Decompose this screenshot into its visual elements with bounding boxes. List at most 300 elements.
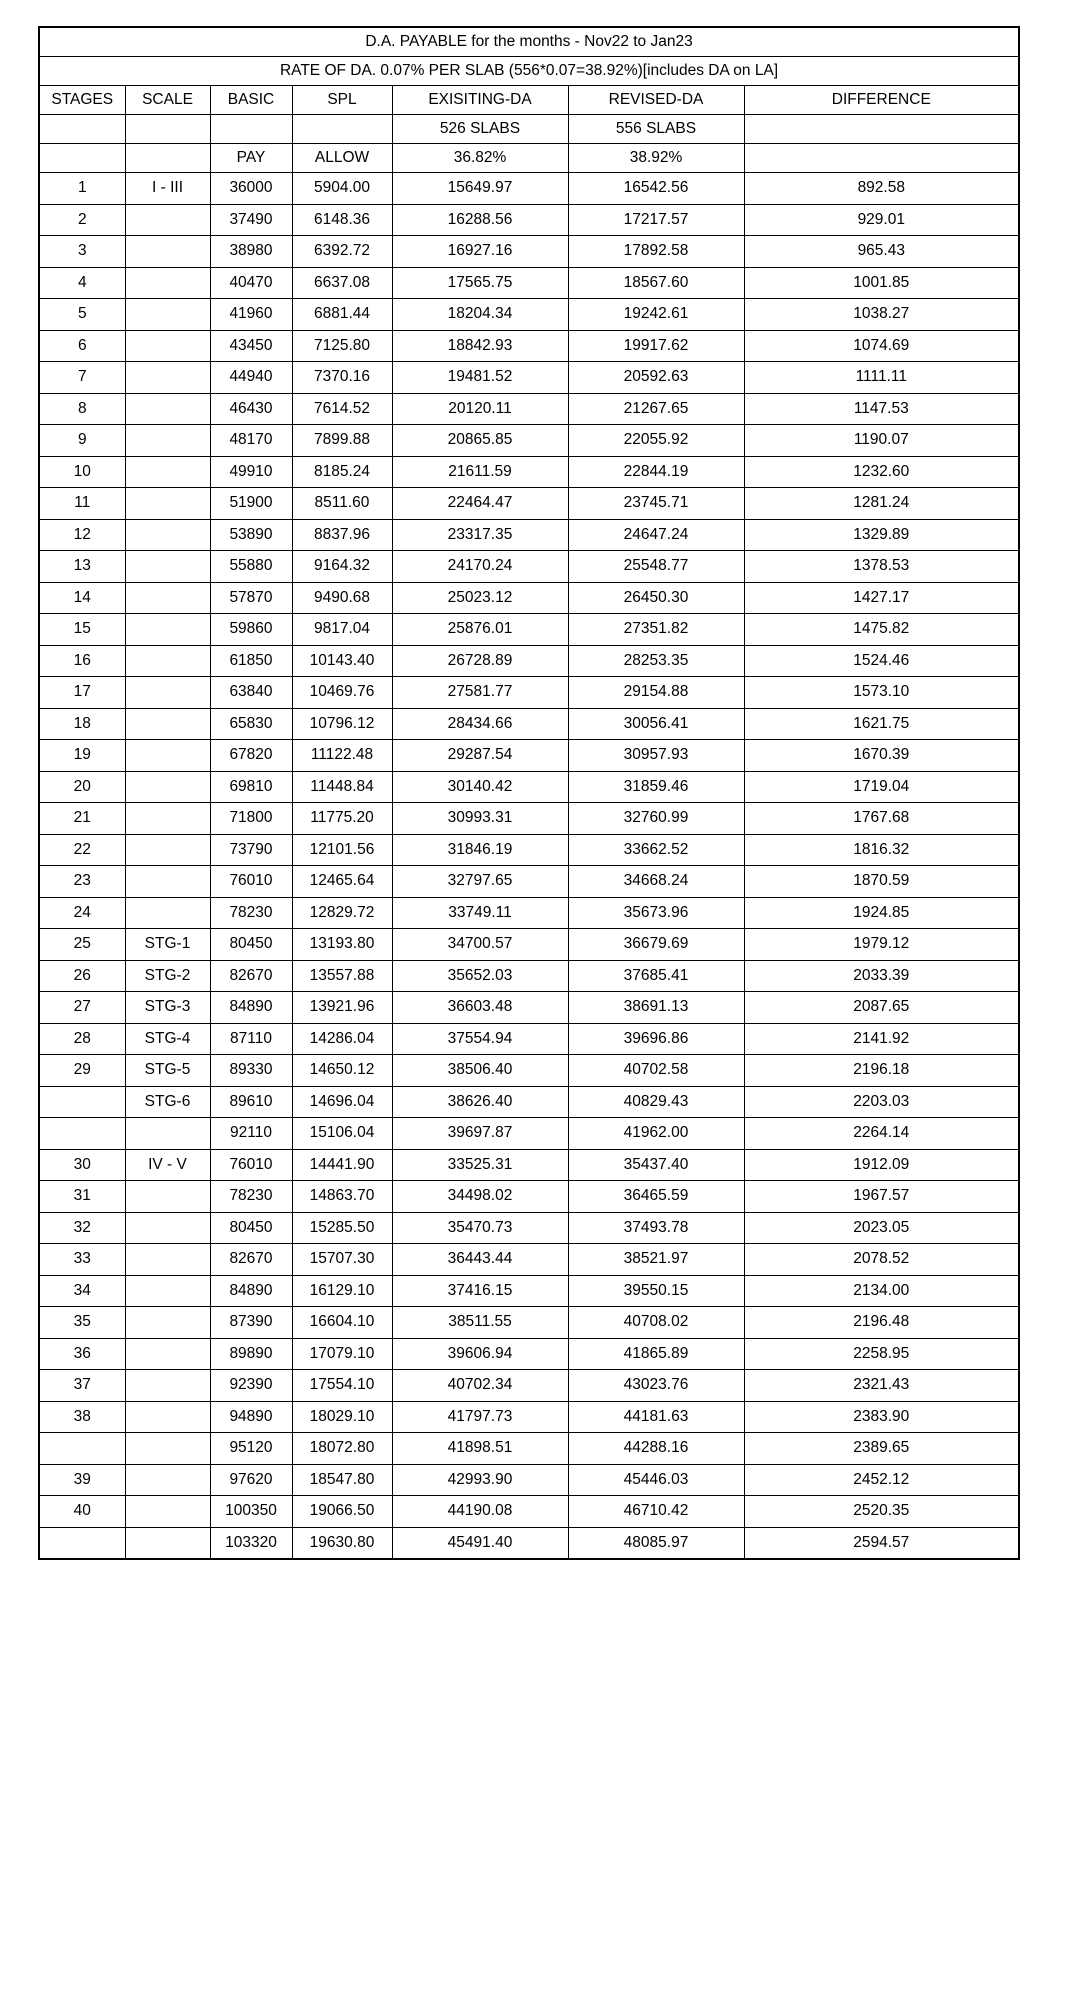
cell-revised-da: 16542.56 [568, 173, 744, 205]
title-row [39, 27, 1019, 57]
cell-difference: 892.58 [744, 173, 1019, 205]
column-header-row [39, 86, 1019, 115]
cell-scale [125, 1118, 210, 1150]
cell-existing-da: 36603.48 [392, 992, 568, 1024]
cell-difference: 1979.12 [744, 929, 1019, 961]
cell-stage: 34 [39, 1275, 125, 1307]
cell-difference: 1475.82 [744, 614, 1019, 646]
cell-allow: 9164.32 [292, 551, 392, 583]
cell-existing-da: 20865.85 [392, 425, 568, 457]
cell-stage: 21 [39, 803, 125, 835]
cell-allow: 16129.10 [292, 1275, 392, 1307]
subheader2-difference-blank [744, 144, 1019, 173]
cell-difference: 1001.85 [744, 267, 1019, 299]
cell-revised-da: 30056.41 [568, 708, 744, 740]
cell-pay: 78230 [210, 897, 292, 929]
cell-difference: 1427.17 [744, 582, 1019, 614]
cell-existing-da: 45491.40 [392, 1527, 568, 1559]
table-row[interactable] [39, 1086, 1019, 1118]
cell-difference: 2452.12 [744, 1464, 1019, 1496]
table-row[interactable] [39, 456, 1019, 488]
table-row[interactable] [39, 1401, 1019, 1433]
cell-allow: 10796.12 [292, 708, 392, 740]
cell-allow: 6637.08 [292, 267, 392, 299]
cell-difference: 1147.53 [744, 393, 1019, 425]
table-row[interactable] [39, 519, 1019, 551]
cell-stage: 15 [39, 614, 125, 646]
cell-existing-da: 34700.57 [392, 929, 568, 961]
cell-stage: 27 [39, 992, 125, 1024]
cell-existing-da: 34498.02 [392, 1181, 568, 1213]
cell-pay: 61850 [210, 645, 292, 677]
table-row[interactable] [39, 1433, 1019, 1465]
cell-scale [125, 582, 210, 614]
cell-pay: 92110 [210, 1118, 292, 1150]
cell-revised-da: 24647.24 [568, 519, 744, 551]
cell-pay: 40470 [210, 267, 292, 299]
table-row[interactable] [39, 1338, 1019, 1370]
table-row[interactable] [39, 1023, 1019, 1055]
cell-pay: 103320 [210, 1527, 292, 1559]
cell-stage: 16 [39, 645, 125, 677]
cell-difference: 1329.89 [744, 519, 1019, 551]
cell-stage: 5 [39, 299, 125, 331]
table-row[interactable] [39, 614, 1019, 646]
cell-existing-da: 24170.24 [392, 551, 568, 583]
cell-revised-da: 27351.82 [568, 614, 744, 646]
cell-pay: 94890 [210, 1401, 292, 1433]
cell-existing-da: 42993.90 [392, 1464, 568, 1496]
cell-revised-da: 41962.00 [568, 1118, 744, 1150]
table-row[interactable] [39, 834, 1019, 866]
cell-allow: 15707.30 [292, 1244, 392, 1276]
cell-allow: 18547.80 [292, 1464, 392, 1496]
cell-pay: 41960 [210, 299, 292, 331]
cell-allow: 5904.00 [292, 173, 392, 205]
table-row[interactable] [39, 1118, 1019, 1150]
cell-existing-da: 28434.66 [392, 708, 568, 740]
cell-difference: 1281.24 [744, 488, 1019, 520]
cell-revised-da: 17217.57 [568, 204, 744, 236]
cell-existing-da: 40702.34 [392, 1370, 568, 1402]
cell-stage: 39 [39, 1464, 125, 1496]
cell-revised-da: 19242.61 [568, 299, 744, 331]
cell-pay: 100350 [210, 1496, 292, 1528]
subheader2-revised-percent: 38.92% [568, 144, 744, 173]
cell-scale [125, 1181, 210, 1213]
cell-existing-da: 25023.12 [392, 582, 568, 614]
subheader-spl-blank [292, 115, 392, 144]
cell-difference: 1232.60 [744, 456, 1019, 488]
table-body [39, 173, 1019, 1560]
cell-scale: STG-2 [125, 960, 210, 992]
cell-scale [125, 362, 210, 394]
table-row[interactable] [39, 708, 1019, 740]
cell-difference: 1967.57 [744, 1181, 1019, 1213]
cell-scale [125, 330, 210, 362]
cell-existing-da: 39606.94 [392, 1338, 568, 1370]
table-row[interactable] [39, 960, 1019, 992]
cell-revised-da: 38521.97 [568, 1244, 744, 1276]
cell-scale: STG-6 [125, 1086, 210, 1118]
table-row[interactable] [39, 425, 1019, 457]
rate-subtitle: RATE OF DA. 0.07% PER SLAB (556*0.07=38.92%)[includes DA on LA] [39, 57, 1019, 86]
cell-existing-da: 15649.97 [392, 173, 568, 205]
subheader-scale-blank [125, 115, 210, 144]
table-row[interactable] [39, 173, 1019, 205]
cell-scale [125, 1527, 210, 1559]
cell-allow: 12101.56 [292, 834, 392, 866]
cell-existing-da: 36443.44 [392, 1244, 568, 1276]
cell-difference: 965.43 [744, 236, 1019, 268]
cell-scale [125, 456, 210, 488]
cell-stage: 20 [39, 771, 125, 803]
cell-scale [125, 803, 210, 835]
cell-difference: 1719.04 [744, 771, 1019, 803]
cell-allow: 13557.88 [292, 960, 392, 992]
cell-revised-da: 41865.89 [568, 1338, 744, 1370]
cell-scale [125, 1338, 210, 1370]
cell-revised-da: 36679.69 [568, 929, 744, 961]
cell-existing-da: 16288.56 [392, 204, 568, 236]
cell-pay: 59860 [210, 614, 292, 646]
cell-scale [125, 1244, 210, 1276]
cell-stage: 6 [39, 330, 125, 362]
cell-pay: 97620 [210, 1464, 292, 1496]
subheader2-stages-blank [39, 144, 125, 173]
cell-revised-da: 20592.63 [568, 362, 744, 394]
cell-pay: 80450 [210, 1212, 292, 1244]
cell-revised-da: 45446.03 [568, 1464, 744, 1496]
cell-difference: 1524.46 [744, 645, 1019, 677]
cell-stage [39, 1118, 125, 1150]
table-row[interactable] [39, 362, 1019, 394]
subheader-difference-blank [744, 115, 1019, 144]
table-row[interactable] [39, 1244, 1019, 1276]
cell-scale [125, 488, 210, 520]
cell-allow: 17554.10 [292, 1370, 392, 1402]
cell-revised-da: 37685.41 [568, 960, 744, 992]
cell-revised-da: 38691.13 [568, 992, 744, 1024]
cell-stage: 38 [39, 1401, 125, 1433]
cell-existing-da: 25876.01 [392, 614, 568, 646]
cell-stage: 26 [39, 960, 125, 992]
cell-existing-da: 33525.31 [392, 1149, 568, 1181]
cell-stage: 25 [39, 929, 125, 961]
cell-allow: 6392.72 [292, 236, 392, 268]
table-row[interactable] [39, 267, 1019, 299]
cell-scale [125, 204, 210, 236]
cell-revised-da: 31859.46 [568, 771, 744, 803]
subtitle-row [39, 57, 1019, 86]
cell-pay: 78230 [210, 1181, 292, 1213]
cell-scale [125, 866, 210, 898]
table-row[interactable] [39, 1275, 1019, 1307]
table-row[interactable] [39, 1055, 1019, 1087]
cell-scale: I - III [125, 173, 210, 205]
table-row[interactable] [39, 1370, 1019, 1402]
cell-stage: 22 [39, 834, 125, 866]
table-row[interactable] [39, 992, 1019, 1024]
cell-pay: 76010 [210, 1149, 292, 1181]
cell-scale [125, 677, 210, 709]
cell-revised-da: 17892.58 [568, 236, 744, 268]
table-row[interactable] [39, 582, 1019, 614]
cell-pay: 89890 [210, 1338, 292, 1370]
table-row[interactable] [39, 897, 1019, 929]
table-row[interactable] [39, 677, 1019, 709]
header-spl: SPL [292, 86, 392, 115]
cell-scale [125, 708, 210, 740]
cell-difference: 1111.11 [744, 362, 1019, 394]
cell-allow: 19630.80 [292, 1527, 392, 1559]
cell-allow: 7614.52 [292, 393, 392, 425]
cell-stage: 11 [39, 488, 125, 520]
cell-existing-da: 18204.34 [392, 299, 568, 331]
subheader-existing-slabs: 526 SLABS [392, 115, 568, 144]
cell-scale [125, 1307, 210, 1339]
cell-difference: 1573.10 [744, 677, 1019, 709]
cell-pay: 71800 [210, 803, 292, 835]
table-row[interactable] [39, 771, 1019, 803]
cell-stage: 14 [39, 582, 125, 614]
table-row[interactable] [39, 645, 1019, 677]
cell-stage: 4 [39, 267, 125, 299]
subheader2-existing-percent: 36.82% [392, 144, 568, 173]
cell-pay: 43450 [210, 330, 292, 362]
cell-existing-da: 17565.75 [392, 267, 568, 299]
table-row[interactable] [39, 204, 1019, 236]
table-row[interactable] [39, 803, 1019, 835]
cell-existing-da: 22464.47 [392, 488, 568, 520]
cell-revised-da: 18567.60 [568, 267, 744, 299]
table-row[interactable] [39, 740, 1019, 772]
cell-stage: 17 [39, 677, 125, 709]
cell-pay: 65830 [210, 708, 292, 740]
cell-existing-da: 32797.65 [392, 866, 568, 898]
cell-allow: 14441.90 [292, 1149, 392, 1181]
cell-stage: 24 [39, 897, 125, 929]
cell-scale [125, 614, 210, 646]
cell-difference: 2389.65 [744, 1433, 1019, 1465]
subheader-stages-blank [39, 115, 125, 144]
cell-pay: 87390 [210, 1307, 292, 1339]
cell-difference: 1924.85 [744, 897, 1019, 929]
cell-stage: 30 [39, 1149, 125, 1181]
cell-allow: 13921.96 [292, 992, 392, 1024]
cell-revised-da: 39696.86 [568, 1023, 744, 1055]
cell-revised-da: 22055.92 [568, 425, 744, 457]
cell-difference: 1816.32 [744, 834, 1019, 866]
cell-pay: 76010 [210, 866, 292, 898]
table-row[interactable] [39, 1527, 1019, 1559]
cell-scale [125, 393, 210, 425]
cell-scale [125, 834, 210, 866]
cell-existing-da: 33749.11 [392, 897, 568, 929]
cell-pay: 51900 [210, 488, 292, 520]
cell-allow: 10469.76 [292, 677, 392, 709]
cell-revised-da: 44288.16 [568, 1433, 744, 1465]
cell-allow: 11122.48 [292, 740, 392, 772]
cell-pay: 89330 [210, 1055, 292, 1087]
cell-scale [125, 771, 210, 803]
cell-pay: 49910 [210, 456, 292, 488]
header-scale: SCALE [125, 86, 210, 115]
cell-stage [39, 1527, 125, 1559]
cell-stage: 33 [39, 1244, 125, 1276]
cell-stage: 29 [39, 1055, 125, 1087]
table-row[interactable] [39, 236, 1019, 268]
cell-allow: 17079.10 [292, 1338, 392, 1370]
table-row[interactable] [39, 866, 1019, 898]
cell-revised-da: 23745.71 [568, 488, 744, 520]
cell-stage: 37 [39, 1370, 125, 1402]
cell-allow: 9817.04 [292, 614, 392, 646]
cell-stage: 12 [39, 519, 125, 551]
cell-existing-da: 26728.89 [392, 645, 568, 677]
cell-revised-da: 39550.15 [568, 1275, 744, 1307]
cell-stage: 32 [39, 1212, 125, 1244]
cell-revised-da: 33662.52 [568, 834, 744, 866]
cell-existing-da: 18842.93 [392, 330, 568, 362]
cell-stage: 9 [39, 425, 125, 457]
cell-existing-da: 19481.52 [392, 362, 568, 394]
table-row[interactable] [39, 488, 1019, 520]
cell-difference: 1767.68 [744, 803, 1019, 835]
table-row[interactable] [39, 393, 1019, 425]
table-row[interactable] [39, 330, 1019, 362]
cell-allow: 12465.64 [292, 866, 392, 898]
cell-revised-da: 26450.30 [568, 582, 744, 614]
table-row[interactable] [39, 1464, 1019, 1496]
cell-difference: 2141.92 [744, 1023, 1019, 1055]
subheader-slabs-row [39, 115, 1019, 144]
cell-stage: 2 [39, 204, 125, 236]
cell-allow: 14286.04 [292, 1023, 392, 1055]
cell-scale [125, 1464, 210, 1496]
cell-allow: 8511.60 [292, 488, 392, 520]
cell-scale [125, 1212, 210, 1244]
header-difference: DIFFERENCE [744, 86, 1019, 115]
cell-allow: 7125.80 [292, 330, 392, 362]
cell-allow: 13193.80 [292, 929, 392, 961]
cell-stage: 36 [39, 1338, 125, 1370]
cell-existing-da: 37554.94 [392, 1023, 568, 1055]
cell-existing-da: 37416.15 [392, 1275, 568, 1307]
cell-stage: 13 [39, 551, 125, 583]
cell-difference: 2258.95 [744, 1338, 1019, 1370]
cell-difference: 2203.03 [744, 1086, 1019, 1118]
cell-allow: 14650.12 [292, 1055, 392, 1087]
cell-pay: 92390 [210, 1370, 292, 1402]
cell-scale: STG-1 [125, 929, 210, 961]
cell-difference: 2520.35 [744, 1496, 1019, 1528]
cell-revised-da: 21267.65 [568, 393, 744, 425]
cell-allow: 7899.88 [292, 425, 392, 457]
cell-difference: 2196.48 [744, 1307, 1019, 1339]
cell-allow: 16604.10 [292, 1307, 392, 1339]
cell-scale [125, 897, 210, 929]
cell-revised-da: 48085.97 [568, 1527, 744, 1559]
cell-pay: 84890 [210, 992, 292, 1024]
cell-difference: 1912.09 [744, 1149, 1019, 1181]
subheader2-pay: PAY [210, 144, 292, 173]
cell-allow: 7370.16 [292, 362, 392, 394]
cell-scale [125, 551, 210, 583]
cell-allow: 18072.80 [292, 1433, 392, 1465]
cell-pay: 53890 [210, 519, 292, 551]
table-row[interactable] [39, 1212, 1019, 1244]
cell-allow: 10143.40 [292, 645, 392, 677]
cell-pay: 69810 [210, 771, 292, 803]
table-row[interactable] [39, 929, 1019, 961]
cell-difference: 2594.57 [744, 1527, 1019, 1559]
cell-pay: 44940 [210, 362, 292, 394]
cell-pay: 89610 [210, 1086, 292, 1118]
cell-scale [125, 1401, 210, 1433]
cell-existing-da: 16927.16 [392, 236, 568, 268]
cell-pay: 57870 [210, 582, 292, 614]
cell-scale: STG-4 [125, 1023, 210, 1055]
cell-revised-da: 40708.02 [568, 1307, 744, 1339]
cell-revised-da: 29154.88 [568, 677, 744, 709]
cell-pay: 48170 [210, 425, 292, 457]
cell-existing-da: 44190.08 [392, 1496, 568, 1528]
cell-stage: 31 [39, 1181, 125, 1213]
header-revised-da: REVISED-DA [568, 86, 744, 115]
cell-difference: 1870.59 [744, 866, 1019, 898]
cell-revised-da: 19917.62 [568, 330, 744, 362]
da-payable-table [38, 26, 1020, 1560]
cell-difference: 2264.14 [744, 1118, 1019, 1150]
cell-allow: 19066.50 [292, 1496, 392, 1528]
table-row[interactable] [39, 1307, 1019, 1339]
header-basic: BASIC [210, 86, 292, 115]
cell-allow: 14696.04 [292, 1086, 392, 1118]
cell-pay: 36000 [210, 173, 292, 205]
cell-revised-da: 35437.40 [568, 1149, 744, 1181]
cell-revised-da: 28253.35 [568, 645, 744, 677]
cell-scale [125, 1370, 210, 1402]
subheader2-scale-blank [125, 144, 210, 173]
table-row[interactable] [39, 551, 1019, 583]
table-row[interactable] [39, 1149, 1019, 1181]
cell-revised-da: 35673.96 [568, 897, 744, 929]
table-row[interactable] [39, 1496, 1019, 1528]
cell-existing-da: 29287.54 [392, 740, 568, 772]
cell-scale [125, 299, 210, 331]
cell-allow: 11775.20 [292, 803, 392, 835]
subheader2-allow: ALLOW [292, 144, 392, 173]
cell-pay: 37490 [210, 204, 292, 236]
cell-difference: 1038.27 [744, 299, 1019, 331]
subheader-revised-slabs: 556 SLABS [568, 115, 744, 144]
cell-allow: 8185.24 [292, 456, 392, 488]
cell-difference: 1378.53 [744, 551, 1019, 583]
cell-existing-da: 38511.55 [392, 1307, 568, 1339]
cell-existing-da: 38506.40 [392, 1055, 568, 1087]
table-row[interactable] [39, 299, 1019, 331]
table-row[interactable] [39, 1181, 1019, 1213]
cell-difference: 1670.39 [744, 740, 1019, 772]
cell-existing-da: 41898.51 [392, 1433, 568, 1465]
cell-allow: 9490.68 [292, 582, 392, 614]
cell-allow: 12829.72 [292, 897, 392, 929]
page-title: D.A. PAYABLE for the months - Nov22 to Jan23 [39, 27, 1019, 57]
cell-stage: 3 [39, 236, 125, 268]
cell-pay: 80450 [210, 929, 292, 961]
cell-revised-da: 34668.24 [568, 866, 744, 898]
